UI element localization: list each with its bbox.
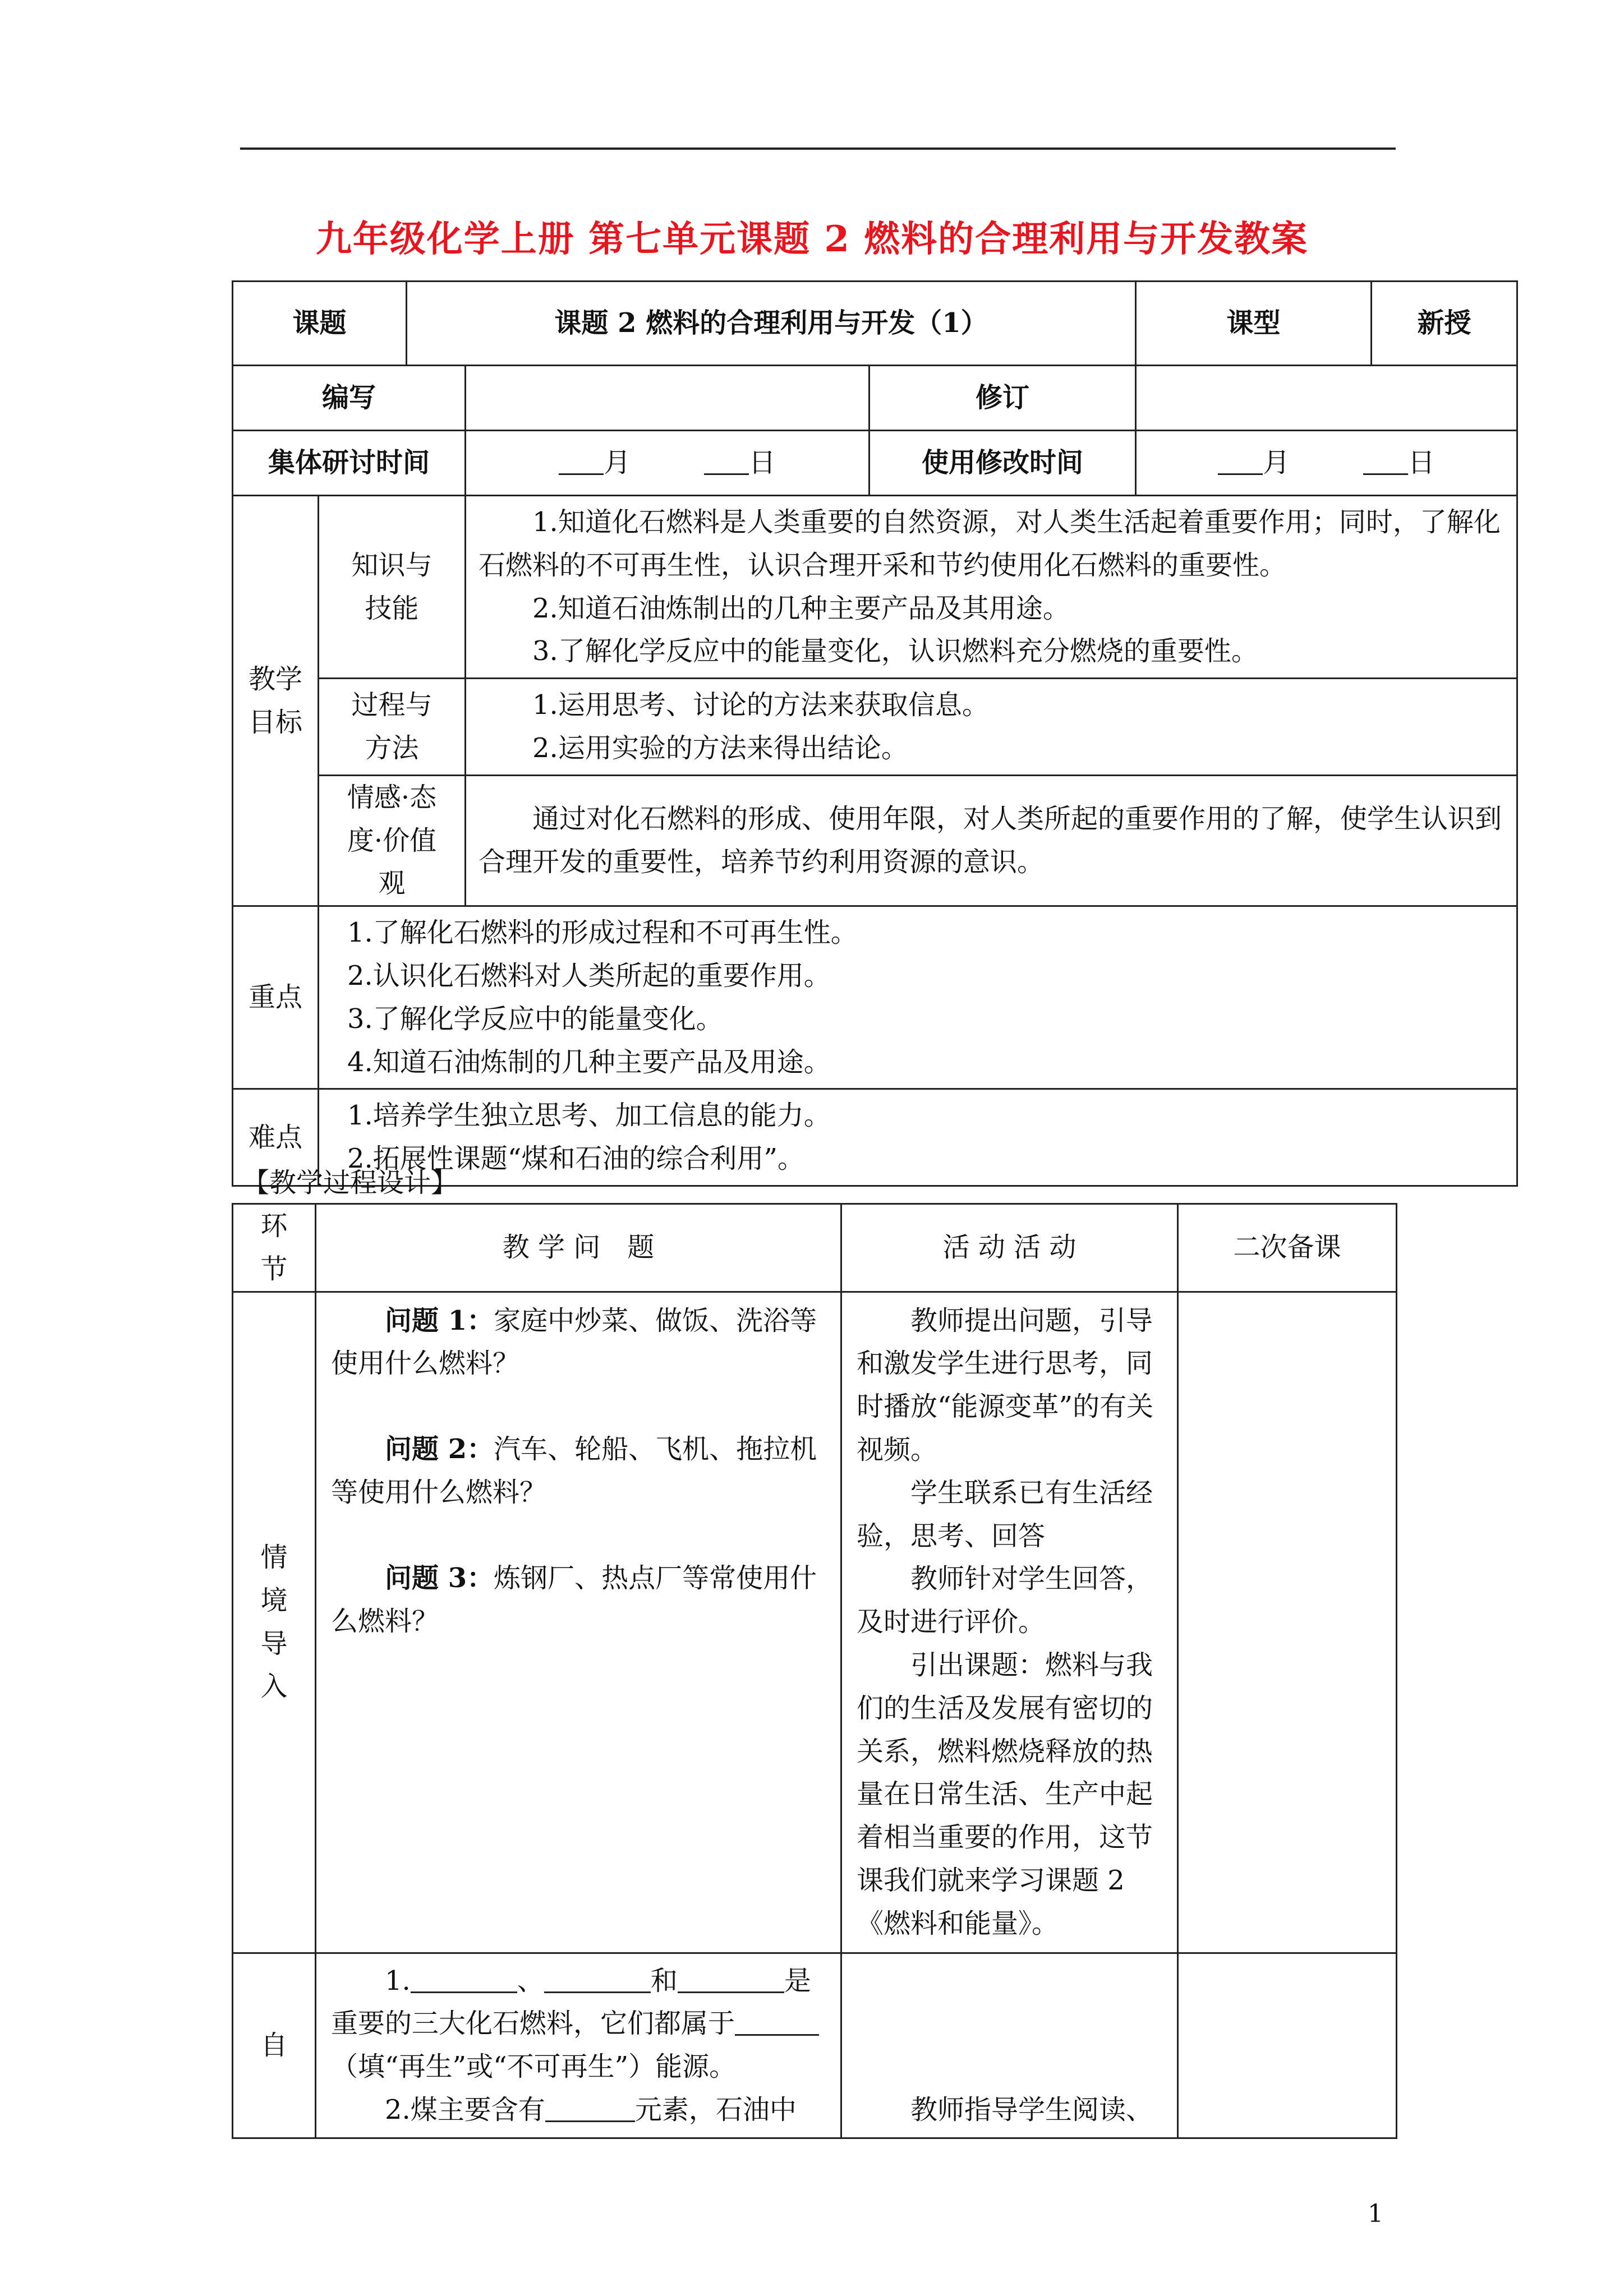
difficulty-item: 2.拓展性课题“煤和石油的综合利用”。 (347, 1143, 804, 1175)
activity-item: 学生联系已有生活经验，思考、回答 (857, 1477, 1153, 1552)
use-time-label: 使用修改时间 (869, 431, 1136, 496)
goals-label: 教学目标 (233, 496, 319, 906)
key-points-label: 重点 (233, 906, 319, 1089)
fill-blank-1: 1. 、 和 是重要的三大化石燃料，它们都属于（填“再生”或“不可再生”）能源。 (331, 1960, 826, 2088)
self-study-second-prep-cell (1178, 1953, 1397, 2138)
author-value (466, 366, 869, 431)
activity-item: 教师针对学生回答，及时进行评价。 (857, 1563, 1153, 1638)
fill-blank-cell (316, 1953, 841, 2138)
topic-label: 课题 (233, 282, 407, 366)
process-item: 1.运用思考、讨论的方法来获取信息。 (532, 689, 989, 721)
knowledge-item: 1.知道化石燃料是人类重要的自然资源，对人类生活起着重要作用；同时，了解化石燃料的不可再生性，认识合理开采和节约使用化石燃料的重要性。 (479, 506, 1501, 581)
knowledge-content (466, 496, 1517, 679)
second-prep-cell (1178, 1292, 1397, 1953)
revise-label: 修订 (869, 366, 1136, 431)
key-points-content (319, 906, 1517, 1089)
process-table (232, 1203, 1397, 2139)
difficulty-item: 1.培养学生独立思考、加工信息的能力。 (347, 1100, 831, 1132)
revise-value (1136, 366, 1517, 431)
process-content (466, 679, 1517, 776)
discuss-time-value: 月 日 (466, 431, 869, 496)
header-rule (240, 147, 1396, 150)
topic-value: 课题 2 燃料的合理利用与开发（1） (407, 282, 1136, 366)
activity-item: 引出课题：燃料与我们的生活及发展有密切的关系，燃料燃烧释放的热量在日常生活、生产中起着相当重要的作用，这节课我们就来学习课题 2《燃料和能量》。 (857, 1649, 1153, 1939)
knowledge-label: 知识与技能 (319, 496, 466, 679)
header-stage: 环节 (233, 1204, 316, 1292)
self-study-activity-cell: 教师指导学生阅读、 (841, 1953, 1178, 2138)
question-item: 问题 2：汽车、轮船、飞机、拖拉机等使用什么燃料？ (331, 1433, 817, 1508)
stage-situation-intro: 情境导入 (233, 1292, 316, 1953)
document-title: 九年级化学上册 第七单元课题 2 燃料的合理利用与开发教案 (315, 218, 1309, 260)
author-label: 编写 (233, 366, 466, 431)
knowledge-item: 3.了解化学反应中的能量变化，认识燃料充分燃烧的重要性。 (532, 635, 1258, 667)
type-value: 新授 (1372, 282, 1517, 366)
fill-blank-2: 2.煤主要含有 元素，石油中 (385, 2094, 797, 2126)
header-activity: 活 动 活 动 (841, 1204, 1178, 1292)
question-item: 问题 3：炼钢厂、热点厂等常使用什么燃料？ (331, 1562, 817, 1637)
question-item: 问题 1：家庭中炒菜、做饭、洗浴等使用什么燃料？ (331, 1304, 817, 1380)
process-section-label: 【教学过程设计】 (242, 1167, 458, 1198)
knowledge-item: 2.知道石油炼制出的几种主要产品及其用途。 (532, 592, 1070, 624)
key-item: 4.知道石油炼制的几种主要产品及用途。 (347, 1046, 831, 1078)
emotion-content: 通过对化石燃料的形成、使用年限，对人类所起的重要作用的了解，使学生认识到合理开发的重要性，培养节约利用资源的意识。 (466, 775, 1517, 906)
activities-cell (841, 1292, 1178, 1953)
key-item: 3.了解化学反应中的能量变化。 (347, 1003, 723, 1035)
use-time-value: 月 日 (1136, 431, 1517, 496)
key-item: 2.认识化石燃料对人类所起的重要作用。 (347, 960, 831, 992)
difficulty-label: 难点 (233, 1089, 319, 1186)
emotion-label: 情感·态度·价值观 (319, 775, 466, 906)
difficulty-content (319, 1089, 1517, 1186)
header-question: 教 学 问 题 (316, 1204, 841, 1292)
info-table (232, 280, 1518, 1187)
key-item: 1.了解化石燃料的形成过程和不可再生性。 (347, 917, 858, 949)
type-label: 课型 (1136, 282, 1372, 366)
process-label: 过程与方法 (319, 679, 466, 776)
process-item: 2.运用实验的方法来得出结论。 (532, 732, 908, 764)
activity-item: 教师提出问题，引导和激发学生进行思考，同时播放“能源变革”的有关视频。 (857, 1304, 1154, 1465)
page-number: 1 (1368, 2200, 1383, 2228)
questions-cell (316, 1292, 841, 1953)
header-second-prep: 二次备课 (1178, 1204, 1397, 1292)
discuss-time-label: 集体研讨时间 (233, 431, 466, 496)
stage-self-study: 自 (233, 1953, 316, 2138)
